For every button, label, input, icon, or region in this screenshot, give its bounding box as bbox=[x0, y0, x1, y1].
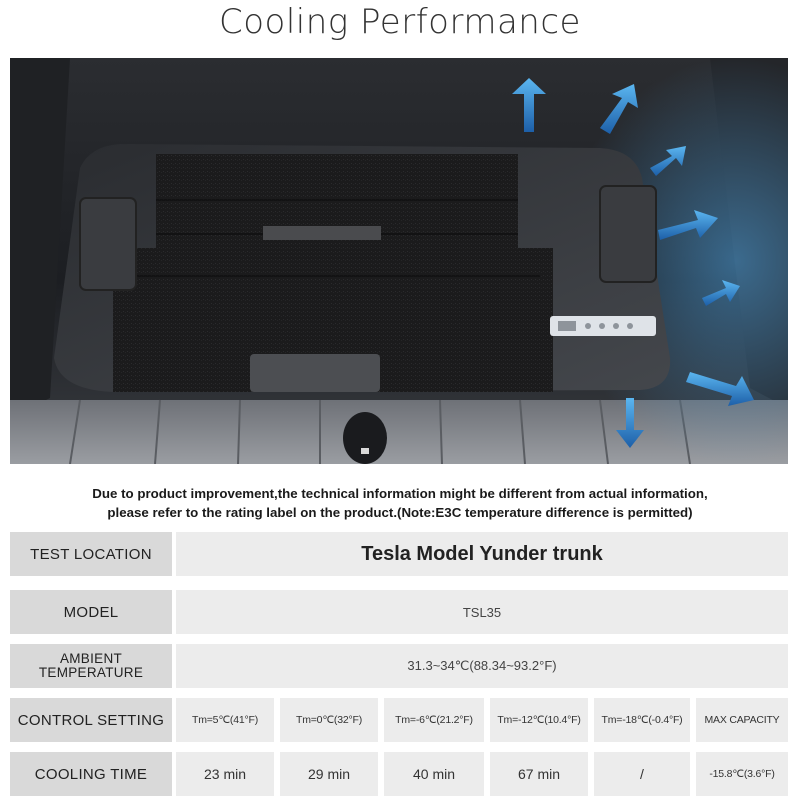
control-setting-cell: Tm=-6℃(21.2°F) bbox=[384, 698, 484, 742]
disclaimer-note bbox=[0, 484, 800, 522]
cooling-time-cell: / bbox=[594, 752, 690, 796]
disclaimer-line-1: Due to product improvement,the technical information might be different from actual information, bbox=[92, 486, 708, 501]
ambient-label-line-2: TEMPERATURE bbox=[38, 665, 144, 680]
cooling-time-cell: -15.8℃(3.6°F) bbox=[696, 752, 788, 796]
cooling-time-cell: 29 min bbox=[280, 752, 378, 796]
test-location-value: Tesla Model Yunder trunk bbox=[176, 532, 788, 576]
cooling-time-label: COOLING TIME bbox=[10, 752, 172, 796]
control-setting-cell: Tm=-18℃(-0.4°F) bbox=[594, 698, 690, 742]
cooling-time-cell: 23 min bbox=[176, 752, 274, 796]
cooling-time-cell: 67 min bbox=[490, 752, 588, 796]
page-title: Cooling Performance bbox=[219, 2, 581, 42]
cooling-time-cell: 40 min bbox=[384, 752, 484, 796]
ambient-temperature-value: 31.3~34℃(88.34~93.2°F) bbox=[176, 644, 788, 688]
control-setting-cell: Tm=5℃(41°F) bbox=[176, 698, 274, 742]
model-value: TSL35 bbox=[176, 590, 788, 634]
disclaimer-line-2: please refer to the rating label on the product.(Note:E3C temperature difference is permitted) bbox=[107, 505, 693, 520]
test-location-label: TEST LOCATION bbox=[10, 532, 172, 576]
ambient-temperature-label bbox=[10, 644, 172, 688]
control-setting-cell: Tm=-12℃(10.4°F) bbox=[490, 698, 588, 742]
model-label: MODEL bbox=[10, 590, 172, 634]
product-photo-fridge-in-trunk bbox=[10, 58, 788, 464]
control-setting-cell: Tm=0℃(32°F) bbox=[280, 698, 378, 742]
ambient-label-line-1: AMBIENT bbox=[59, 651, 123, 666]
control-setting-label: CONTROL SETTING bbox=[10, 698, 172, 742]
trunk-fridge-illustration bbox=[10, 58, 788, 464]
control-setting-cell: MAX CAPACITY bbox=[696, 698, 788, 742]
